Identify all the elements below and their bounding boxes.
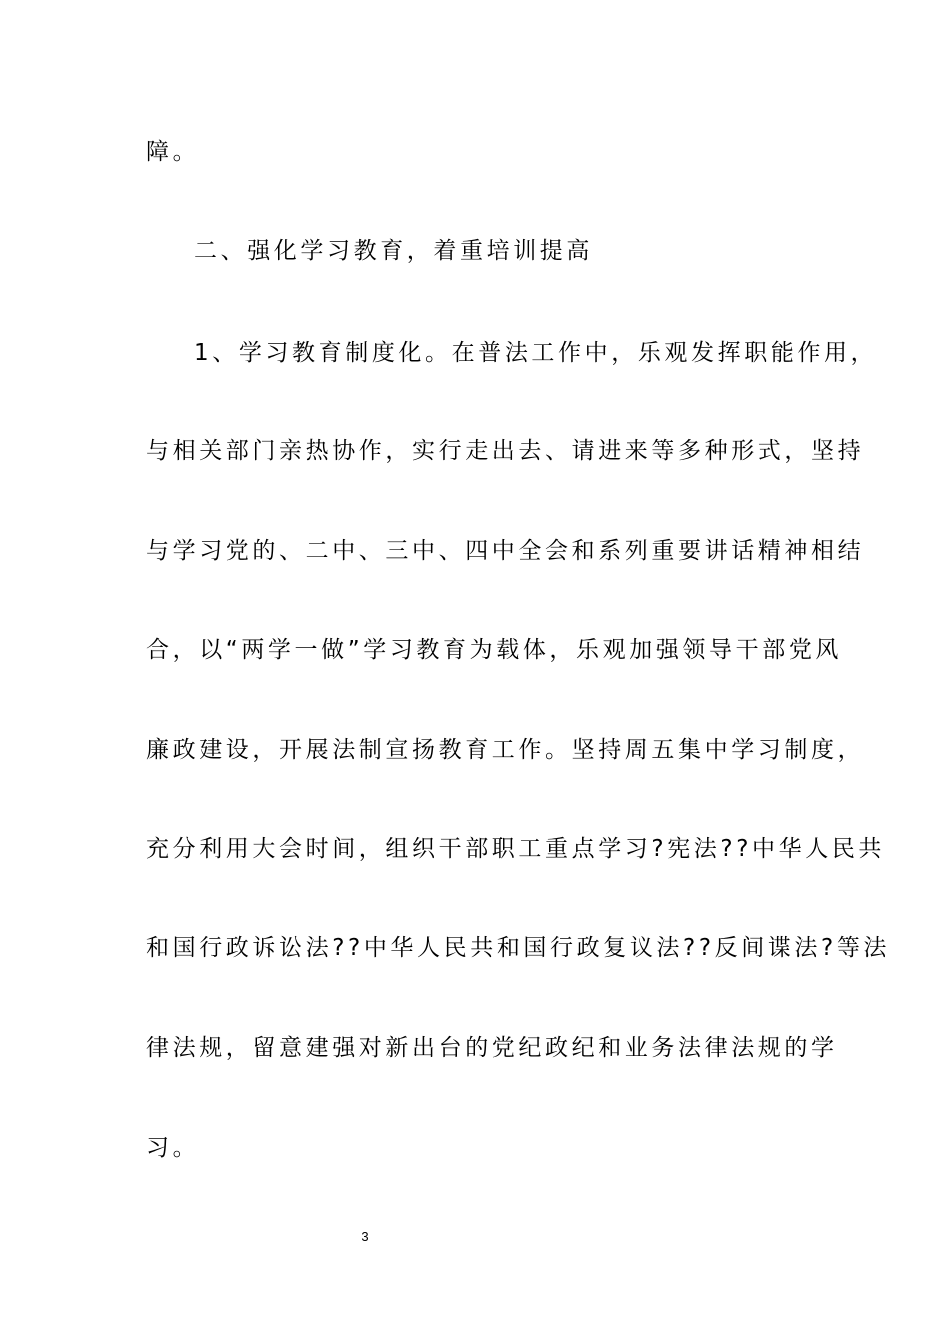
- paragraph-line-2: 与相关部门亲热协作，实行走出去、请进来等多种形式，坚持: [146, 438, 865, 464]
- paragraph-line-3: 与学习党的、二中、三中、四中全会和系列重要讲话精神相结: [146, 538, 865, 564]
- paragraph-line-9: 习。: [146, 1135, 200, 1161]
- section-heading: 二、强化学习教育，着重培训提高: [194, 238, 593, 264]
- paragraph-line-8: 律法规，留意建强对新出台的党纪政纪和业务法律法规的学: [146, 1035, 838, 1061]
- text-line-1: 障。: [146, 139, 200, 165]
- paragraph-line-4: 合，以“两学一做”学习教育为载体，乐观加强领导干部党风: [146, 637, 843, 663]
- paragraph-line-1: 1、学习教育制度化。在普法工作中，乐观发挥职能作用，: [194, 340, 878, 366]
- paragraph-line-5: 廉政建设，开展法制宣扬教育工作。坚持周五集中学习制度，: [146, 737, 865, 763]
- page-number: 3: [361, 1229, 369, 1244]
- paragraph-line-7: 和国行政诉讼法??中华人民共和国行政复议法??反间谍法?等法: [146, 935, 891, 961]
- paragraph-line-6: 充分利用大会时间，组织干部职工重点学习?宪法??中华人民共: [146, 836, 886, 862]
